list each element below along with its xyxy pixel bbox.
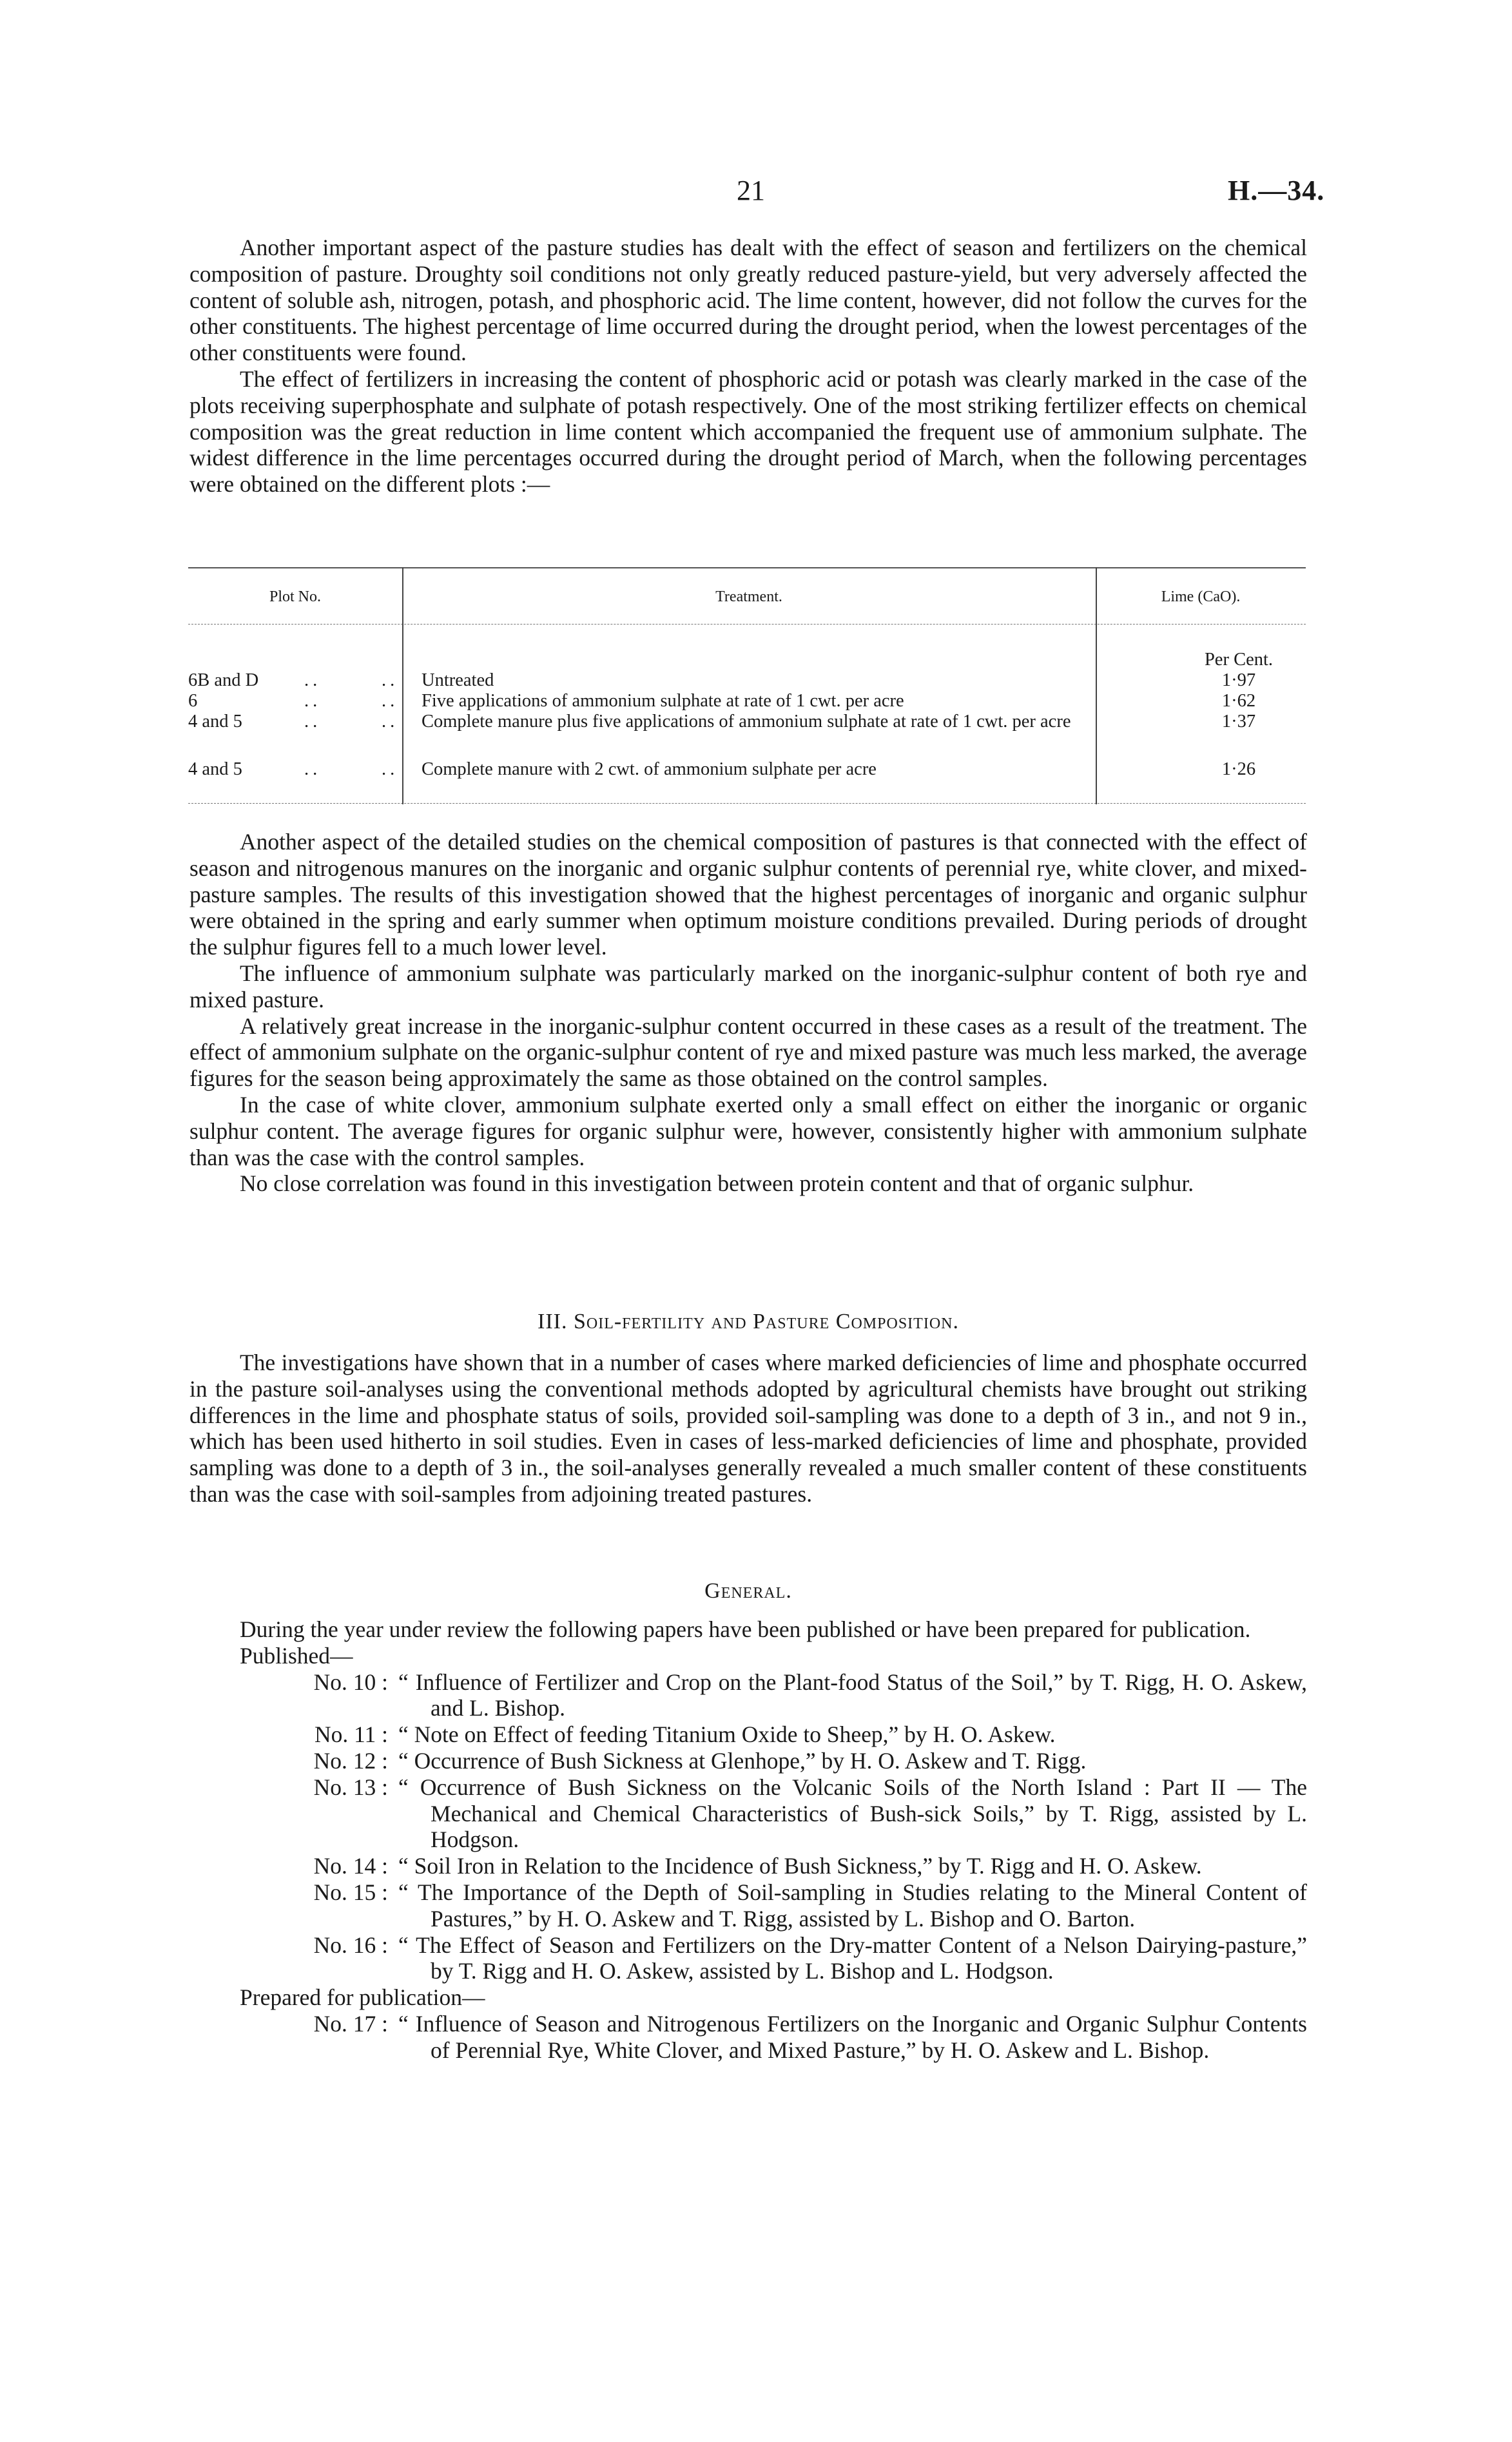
paper-title: “ Occurrence of Bush Sickness at Glenhope,” by H. O. Askew and T. Rigg. <box>398 1747 1087 1774</box>
paper-title: “ Soil Iron in Relation to the Incidence of Bush Sickness,” by T. Rigg and H. O. Askew. <box>398 1853 1202 1879</box>
paper-number: No. 13 : <box>313 1774 388 1800</box>
lime-cell: 1·62 <box>1221 691 1256 711</box>
list-item <box>189 1721 1307 1748</box>
treatment-cell: Untreated <box>422 670 494 690</box>
paragraph: A relatively great increase in the inorganic-sulphur content occurred in these cases as a result of the treatment. The effect of ammonium sulphate on the organic-sulphur content of rye and mixed pasture was much less marked, the average figures for the season being approximately the same as those obtained on the control samples. <box>189 1013 1307 1092</box>
treatment-cell: Complete manure with 2 cwt. of ammonium sulphate per acre <box>422 759 877 779</box>
table-top-rule <box>188 567 1306 568</box>
paper-title: “ Occurrence of Bush Sickness on the Volcanic Soils of the North Island : Part II — The Mechanical and Chemical Characteristics of Bush-sick Soils,” by T. Rigg, assisted by L. Hodgson. <box>398 1774 1307 1853</box>
paper-number: No. 16 : <box>313 1932 388 1958</box>
list-item <box>189 1853 1307 1879</box>
paper-title: “ Influence of Fertilizer and Crop on the Plant-food Status of the Soil,” by T. Rigg, H. O. Askew, and L. Bishop. <box>398 1669 1307 1721</box>
table-bottom-rule <box>188 803 1306 804</box>
treatment-cell: Five applications of ammonium sulphate at rate of 1 cwt. per acre <box>422 691 904 711</box>
paper-title: “ The Importance of the Depth of Soil-sampling in Studies relating to the Mineral Content of Pastures,” by H. O. Askew and T. Rigg, assisted by L. Bishop and O. Barton. <box>398 1879 1307 1932</box>
list-item <box>189 1774 1307 1853</box>
paragraph: The influence of ammonium sulphate was particularly marked on the inorganic-sulphur content of both rye and mixed pasture. <box>189 960 1307 1013</box>
document-code: H.—34. <box>1228 175 1325 206</box>
header-lime: Lime (CaO). <box>1161 588 1241 605</box>
list-item <box>189 1932 1307 1985</box>
lime-cell: 1·26 <box>1221 759 1256 779</box>
paper-title: “ Note on Effect of feeding Titanium Oxide to Sheep,” by H. O. Askew. <box>398 1721 1056 1748</box>
soil-fertility-section <box>189 1350 1307 1507</box>
plot-cell: 4 and 5 <box>188 712 242 732</box>
published-label: Published— <box>240 1642 353 1669</box>
paper-number: No. 14 : <box>313 1853 388 1879</box>
sulphur-section <box>189 829 1307 1197</box>
section-heading: III. Soil-fertility and Pasture Composition. <box>538 1310 959 1333</box>
page-number: 21 <box>737 175 765 206</box>
header-treatment: Treatment. <box>715 588 782 605</box>
plot-cell: 6B and D <box>188 670 259 690</box>
list-item <box>189 1748 1307 1774</box>
paper-number: No. 10 : <box>313 1669 388 1695</box>
paragraph: Another important aspect of the pasture studies has dealt with the effect of season and fertilizers on the chemical composition of pasture. Droughty soil conditions not only greatly reduced pasture-yield, but very adversely affected the content of soluble ash, nitrogen, potash, and phosphoric acid. The lime content, however, did not follow the curves for the other constituents. The highest percentage of lime occurred during the drought period, when the lowest percentages of the other constituents were found. <box>189 235 1307 366</box>
paper-number: No. 12 : <box>313 1747 388 1774</box>
table-header-rule <box>188 624 1306 625</box>
lime-cell: 1·97 <box>1221 670 1256 690</box>
treatment-cell: Complete manure plus five applications of ammonium sulphate at rate of 1 cwt. per acre <box>422 712 1071 732</box>
paragraph: In the case of white clover, ammonium sulphate exerted only a small effect on either the inorganic or organic sulphur content. The average figures for organic sulphur were, however, consistently higher with ammonium sulphate than was the case with the control samples. <box>189 1091 1307 1170</box>
intro-section <box>189 235 1307 498</box>
header-plot: Plot No. <box>269 588 321 605</box>
paragraph: No close correlation was found in this investigation between protein content and that of organic sulphur. <box>240 1170 1194 1197</box>
paper-title: “ The Effect of Season and Fertilizers on the Dry-matter Content of a Nelson Dairying-pasture,” by T. Rigg and H. O. Askew, assisted by L. Bishop and L. Hodgson. <box>398 1932 1307 1984</box>
paper-title: “ Influence of Season and Nitrogenous Fertilizers on the Inorganic and Organic Sulphur Contents of Perennial Rye, White Clover, and Mixed Pasture,” by H. O. Askew and L. Bishop. <box>398 2010 1307 2063</box>
list-item <box>189 1669 1307 1722</box>
paragraph: The effect of fertilizers in increasing the content of phosphoric acid or potash was clearly marked in the case of the plots receiving superphosphate and sulphate of potash respectively. One of the most striking fertilizer effects on chemical composition was the great reduction in lime content which accompanied the frequent use of ammonium sulphate. The widest difference in the lime percentages occurred during the drought period of March, when the following percentages were obtained on the different plots :— <box>189 365 1307 498</box>
paragraph: Another aspect of the detailed studies on the chemical composition of pastures is that connected with the effect of season and nitrogenous manures on the inorganic and organic sulphur contents of perennial rye, white clover, and mixed-pasture samples. The results of this investigation showed that the highest percentages of inorganic and organic sulphur were obtained in the spring and early summer when optimum moisture conditions prevailed. During periods of drought the sulphur figures fell to a much lower level. <box>189 829 1307 960</box>
list-item <box>189 2011 1307 2064</box>
section-heading: General. <box>704 1579 792 1603</box>
publications-section <box>189 1616 1307 2064</box>
unit-label: Per Cent. <box>1204 650 1274 670</box>
paragraph: During the year under review the following papers have been published or have been prepared for publication. <box>240 1616 1251 1642</box>
plot-cell: 4 and 5 <box>188 759 242 779</box>
paper-number: No. 15 : <box>313 1879 388 1905</box>
list-item <box>189 1879 1307 1932</box>
paragraph: The investigations have shown that in a number of cases where marked deficiencies of lime and phosphate occurred in the pasture soil-analyses using the conventional methods adopted by agricultural chemists have brought out striking differences in the lime and phosphate status of soils, provided soil-sampling was done to a depth of 3 in., and not 9 in., which has been used hitherto in soil studies. Even in cases of less-marked deficiencies of lime and phosphate, provided sampling was done to a depth of 3 in., the soil-analyses generally revealed a much smaller content of these constituents than was the case with soil-samples from adjoining treated pastures. <box>189 1350 1307 1507</box>
paper-number: No. 11 : <box>314 1721 388 1748</box>
prepared-label: Prepared for publication— <box>240 1984 485 2011</box>
lime-cell: 1·37 <box>1221 712 1256 732</box>
lime-table: Plot No. Treatment. Lime (CaO). Per Cent. 6B and D .. .. Untreated 1·97 6 .. .. Five applications of ammonium sulphate at rate of 1 cwt. per acre 1·62 4 and 5 .. .. Complete manure plus five applications of ammonium sulphate at rate of 1 cwt. per acre 1·37 4 and 5 .. .. Complete manure with 2 cwt. of ammonium sulphate per acre 1·26 <box>188 567 1306 804</box>
plot-cell: 6 <box>188 691 198 711</box>
paper-number: No. 17 : <box>313 2010 388 2037</box>
